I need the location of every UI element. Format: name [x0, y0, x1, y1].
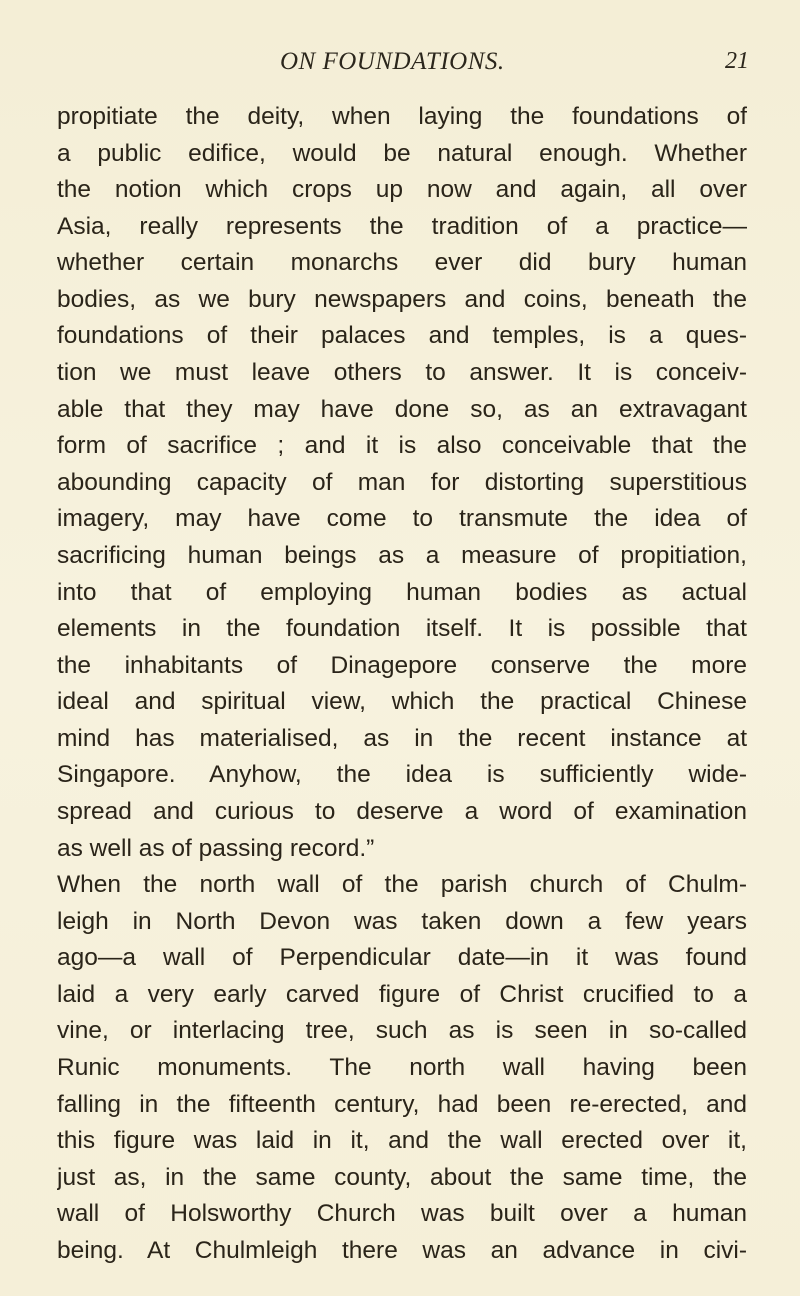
running-title: ON FOUNDATIONS. [280, 48, 505, 75]
text-line: mind has materialised, as in the recent instance at [57, 724, 747, 752]
text-line: sacrificing human beings as a measure of propitiation, [57, 541, 747, 569]
text-line: able that they may have done so, as an extravagant [57, 395, 747, 423]
text-line: vine, or interlacing tree, such as is seen in so-called [57, 1017, 747, 1045]
text-line: tion we must leave others to answer. It is conceiv- [57, 359, 747, 387]
text-line: just as, in the same county, about the same time, the [57, 1163, 747, 1191]
text-line: abounding capacity of man for distorting superstitious [57, 468, 747, 496]
text-line: Runic monuments. The north wall having been [57, 1054, 747, 1082]
text-line: laid a very early carved figure of Christ crucified to a [57, 980, 747, 1008]
text-line: ago—a wall of Perpendicular date—in it was found [57, 944, 747, 972]
text-line: whether certain monarchs ever did bury human [57, 249, 747, 277]
text-line: form of sacrifice ; and it is also conceivable that the [57, 432, 747, 460]
text-line: spread and curious to deserve a word of examination [57, 797, 747, 825]
text-line: imagery, may have come to transmute the idea of [57, 505, 747, 533]
text-line: into that of employing human bodies as actual [57, 578, 747, 606]
text-line: propitiate the deity, when laying the foundations of [57, 103, 747, 130]
text-line: ideal and spiritual view, which the practical Chinese [57, 688, 747, 716]
text-line: as well as of passing record.” [57, 834, 375, 862]
page-number: 21 [725, 48, 749, 74]
text-line: being. At Chulmleigh there was an advance in civi- [57, 1236, 747, 1264]
body-text [57, 99, 747, 1270]
text-line: Asia, really represents the tradition of a practice— [57, 212, 747, 240]
text-line: this figure was laid in it, and the wall erected over it, [57, 1127, 747, 1155]
text-line: wall of Holsworthy Church was built over a human [57, 1200, 747, 1228]
text-line: Singapore. Anyhow, the idea is sufficiently wide- [57, 761, 747, 789]
text-line: leigh in North Devon was taken down a few years [57, 907, 747, 935]
text-line: foundations of their palaces and temples, is a ques- [57, 322, 747, 350]
text-line: a public edifice, would be natural enough. Whether [57, 139, 747, 167]
text-line: elements in the foundation itself. It is possible that [57, 615, 747, 643]
text-line: the notion which crops up now and again, all over [57, 176, 747, 204]
text-line: When the north wall of the parish church of Chulm- [57, 871, 747, 899]
text-line: falling in the fifteenth century, had been re-erected, and [57, 1090, 747, 1118]
text-line: the inhabitants of Dinagepore conserve the more [57, 651, 747, 679]
text-line: bodies, as we bury newspapers and coins, beneath the [57, 285, 747, 313]
running-head [0, 42, 800, 82]
